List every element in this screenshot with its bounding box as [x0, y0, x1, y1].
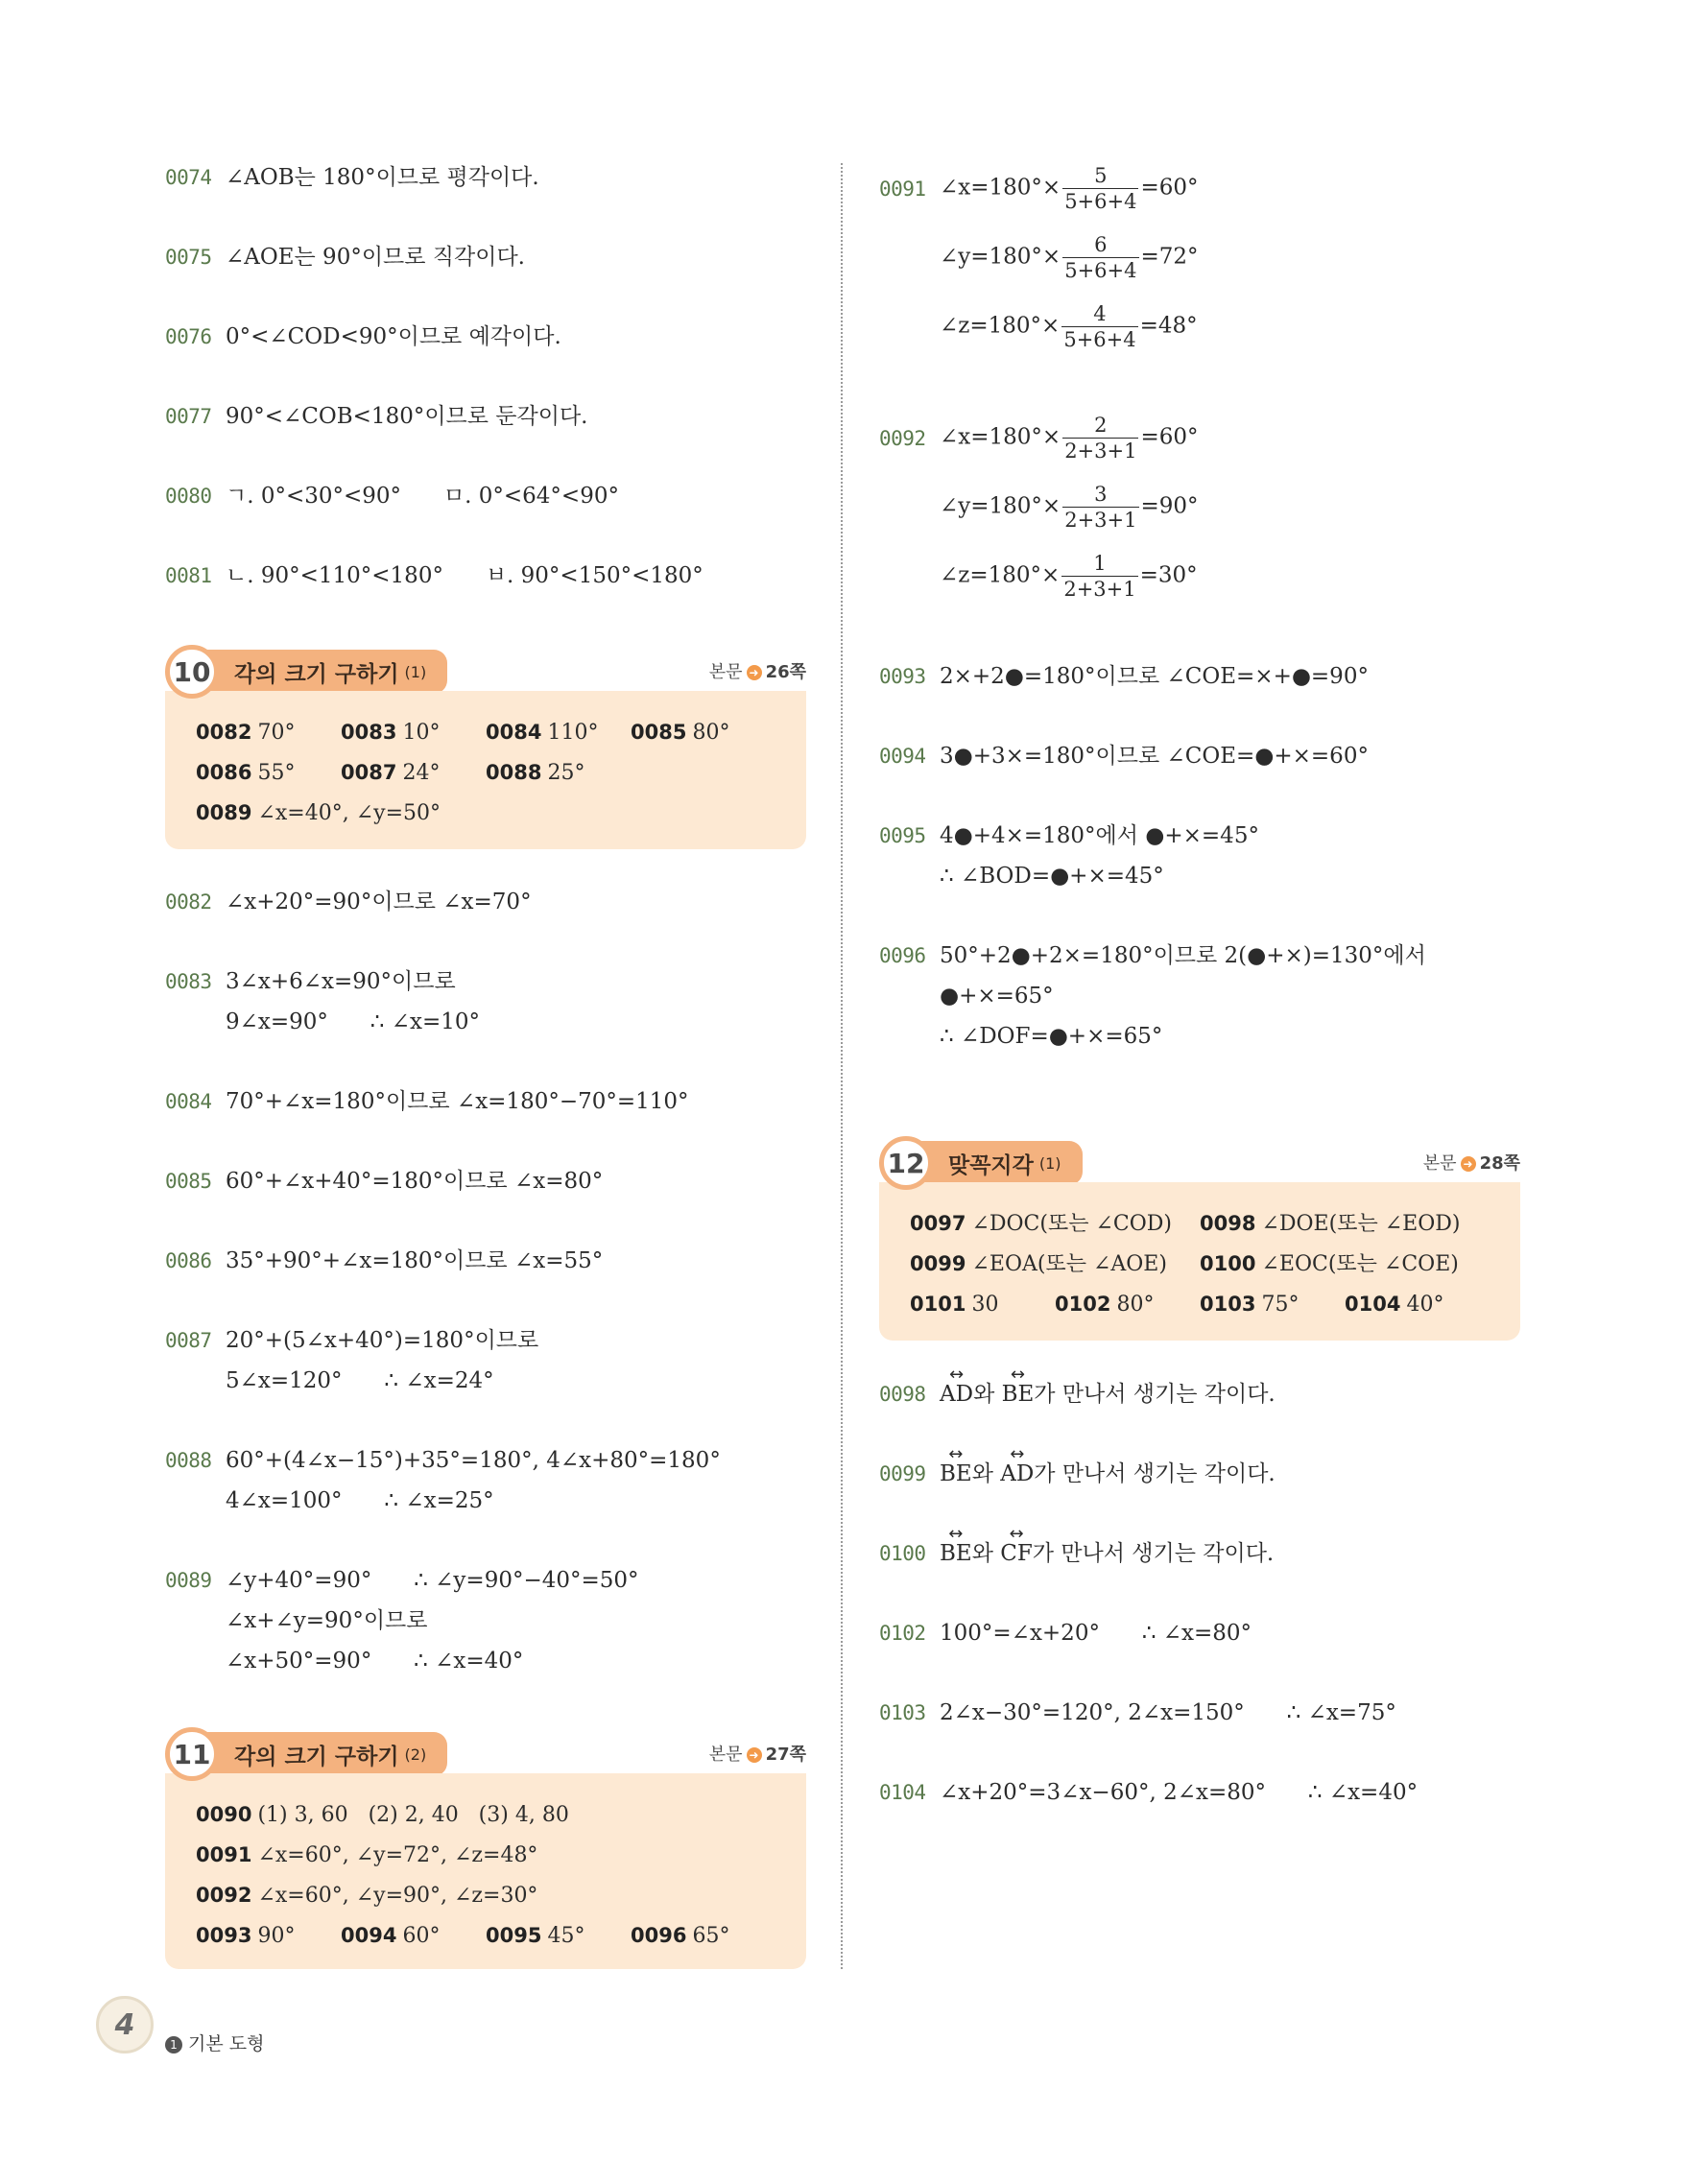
section-title-text: 각의 크기 구하기: [234, 661, 399, 687]
answer-item: 0092 ∠x=60°, ∠y=90°, ∠z=30°: [196, 1884, 538, 1908]
solution-text: ∠AOB는 180°이므로 평각이다.: [226, 165, 539, 190]
arrow-icon: ➜: [1461, 1156, 1476, 1172]
solution-line: ●+×=65°: [940, 984, 1054, 1009]
problem-number: 0096: [879, 944, 926, 967]
answer-item: 0101 30: [910, 1293, 999, 1317]
section-title: [194, 1732, 447, 1776]
answer-item: 0090 (1) 3, 60 (2) 2, 40 (3) 4, 80: [196, 1803, 569, 1827]
solution-line: 4●+4×=180°에서 ●+×=45°: [940, 823, 1259, 848]
ref-page: 27쪽: [765, 1745, 806, 1765]
solution-line: ∠x+∠y=90°이므로: [226, 1608, 428, 1633]
answer-item: 0096 65°: [631, 1924, 730, 1948]
problem-number: 0083: [165, 970, 212, 993]
fraction-line: ∠y=180°× $\frac{3}{2+3+1}$ =90°: [940, 483, 1199, 532]
section-title-text: 맞꼭지각: [948, 1152, 1034, 1178]
section-badge: 11: [165, 1727, 219, 1781]
arrow-icon: ➜: [747, 1747, 762, 1763]
solution-line: ∠x+20°=3∠x−60°, 2∠x=80° ∴ ∠x=40°: [940, 1780, 1419, 1805]
problem-number: 0087: [165, 1329, 212, 1352]
fraction-line: ∠x=180°× $\frac{2}{2+3+1}$ =60°: [940, 414, 1199, 463]
answer-item: 0099 ∠EOA(또는 ∠AOE): [910, 1252, 1167, 1276]
solution-line: 35°+90°+∠x=180°이므로 ∠x=55°: [226, 1248, 604, 1273]
answer-item: 0082 70°: [196, 721, 296, 745]
answer-item: 0086 55°: [196, 761, 296, 785]
answer-item: 0088 25°: [486, 761, 585, 785]
column-divider: [841, 163, 843, 1969]
section-title-sub: (2): [404, 1745, 427, 1764]
answer-item: 0085 80°: [631, 721, 730, 745]
problem-number: 0085: [165, 1170, 212, 1193]
answer-item: 0102 80°: [1055, 1293, 1155, 1317]
answer-item: 0104 40°: [1345, 1293, 1444, 1317]
answer-item: 0095 45°: [486, 1924, 585, 1948]
ref-page: 26쪽: [765, 662, 806, 682]
problem-number: 0089: [165, 1569, 212, 1592]
ref-page: 28쪽: [1479, 1153, 1520, 1174]
problem-number: 0086: [165, 1249, 212, 1272]
fraction-line: ∠x=180°× $\frac{5}{5+6+4}$ =60°: [940, 164, 1199, 213]
problem-number: 0099: [879, 1462, 926, 1485]
solution-line: ↔ BE와 ↔ AD가 만나서 생기는 각이다.: [940, 1460, 1276, 1488]
problem-number: 0075: [165, 246, 212, 269]
solution-line: ∠x+20°=90°이므로 ∠x=70°: [226, 890, 532, 914]
answer-item: 0103 75°: [1200, 1293, 1300, 1317]
solution-line: 50°+2●+2×=180°이므로 2(●+×)=130°에서: [940, 943, 1426, 968]
answer-item: 0083 10°: [341, 721, 441, 745]
section-title-sub: (1): [404, 662, 427, 681]
solution-line: 4∠x=100° ∴ ∠x=25°: [226, 1488, 494, 1513]
solution-text: ∠AOE는 90°이므로 직각이다.: [226, 245, 525, 270]
solution-line: 9∠x=90° ∴ ∠x=10°: [226, 1009, 481, 1034]
section-badge: 10: [165, 645, 219, 699]
answer-item: 0091 ∠x=60°, ∠y=72°, ∠z=48°: [196, 1843, 538, 1867]
section-badge: 12: [879, 1136, 933, 1190]
section-12-answers: [879, 1182, 1520, 1341]
solution-line: ↔ AD와 ↔ BE가 만나서 생기는 각이다.: [940, 1380, 1276, 1409]
textbook-page-reference: [709, 658, 806, 683]
answer-item: 0084 110°: [486, 721, 599, 745]
solution-line: ∠x+50°=90° ∴ ∠x=40°: [226, 1649, 524, 1674]
problem-number: 0094: [879, 745, 926, 768]
fraction-line: ∠y=180°× $\frac{6}{5+6+4}$ =72°: [940, 233, 1199, 282]
answer-item: 0094 60°: [341, 1924, 441, 1948]
fraction-line: ∠z=180°× $\frac{4}{5+6+4}$ =48°: [940, 302, 1198, 351]
section-10-answers: [165, 691, 806, 849]
problem-number: 0082: [165, 890, 212, 914]
solution-line: 5∠x=120° ∴ ∠x=24°: [226, 1368, 494, 1393]
problem-number: 0076: [165, 325, 212, 348]
answer-item: 0097 ∠DOC(또는 ∠COD): [910, 1212, 1172, 1236]
solution-text: 90°<∠COB<180°이므로 둔각이다.: [226, 404, 588, 429]
solution-text: 0°<∠COD<90°이므로 예각이다.: [226, 324, 561, 349]
textbook-page-reference: [1423, 1150, 1520, 1175]
problem-number: 0095: [879, 824, 926, 847]
problem-number: 0098: [879, 1383, 926, 1406]
problem-number: 0100: [879, 1542, 926, 1565]
ref-label: 본문: [1422, 1153, 1457, 1174]
section-title-sub: (1): [1038, 1153, 1061, 1173]
solution-line: 70°+∠x=180°이므로 ∠x=180°−70°=110°: [226, 1089, 689, 1114]
problem-number: 0091: [879, 178, 926, 201]
solution-text: ㄱ. 0°<30°<90° ㅁ. 0°<64°<90°: [226, 484, 619, 509]
solution-line: ∴ ∠BOD=●+×=45°: [940, 864, 1164, 889]
answer-item: 0087 24°: [341, 761, 441, 785]
problem-number: 0104: [879, 1781, 926, 1804]
chapter-number: 1: [165, 2036, 182, 2053]
page-number: 4: [96, 1996, 154, 2053]
problem-number: 0081: [165, 564, 212, 587]
ref-label: 본문: [708, 662, 743, 682]
problem-number: 0102: [879, 1622, 926, 1645]
section-title: [194, 650, 447, 694]
fraction-line: ∠z=180°× $\frac{1}{2+3+1}$ =30°: [940, 552, 1198, 601]
problem-number: 0084: [165, 1090, 212, 1113]
textbook-page-reference: [709, 1741, 806, 1766]
solution-line: ∠y+40°=90° ∴ ∠y=90°−40°=50°: [226, 1568, 639, 1593]
solution-line: ↔ BE와 ↔ CF가 만나서 생기는 각이다.: [940, 1539, 1274, 1568]
answer-item: 0098 ∠DOE(또는 ∠EOD): [1200, 1212, 1461, 1236]
solution-line: 20°+(5∠x+40°)=180°이므로: [226, 1328, 539, 1353]
problem-number: 0074: [165, 166, 212, 189]
answer-item: 0093 90°: [196, 1924, 296, 1948]
problem-number: 0103: [879, 1701, 926, 1724]
solution-line: ∴ ∠DOF=●+×=65°: [940, 1024, 1163, 1049]
arrow-icon: ➜: [747, 665, 762, 680]
solution-line: 3●+3×=180°이므로 ∠COE=●+×=60°: [940, 744, 1369, 769]
problem-number: 0093: [879, 665, 926, 688]
problem-number: 0077: [165, 405, 212, 428]
solution-text: ㄴ. 90°<110°<180° ㅂ. 90°<150°<180°: [226, 563, 703, 588]
answer-item: 0100 ∠EOC(또는 ∠COE): [1200, 1252, 1459, 1276]
chapter-title: 기본 도형: [188, 2033, 265, 2054]
section-title-text: 각의 크기 구하기: [234, 1744, 399, 1769]
solution-line: 60°+∠x+40°=180°이므로 ∠x=80°: [226, 1169, 604, 1194]
problem-number: 0080: [165, 485, 212, 508]
solution-line: 60°+(4∠x−15°)+35°=180°, 4∠x+80°=180°: [226, 1448, 721, 1473]
problem-number: 0088: [165, 1449, 212, 1472]
section-title: [908, 1141, 1083, 1185]
section-11-answers: [165, 1773, 806, 1969]
solution-line: 100°=∠x+20° ∴ ∠x=80°: [940, 1621, 1252, 1646]
ref-label: 본문: [708, 1745, 743, 1765]
problem-number: 0092: [879, 427, 926, 450]
solution-line: 2×+2●=180°이므로 ∠COE=×+●=90°: [940, 664, 1369, 689]
answer-item: 0089 ∠x=40°, ∠y=50°: [196, 801, 441, 825]
solution-line: 3∠x+6∠x=90°이므로: [226, 969, 456, 994]
chapter-label: [165, 2030, 264, 2055]
solution-line: 2∠x−30°=120°, 2∠x=150° ∴ ∠x=75°: [940, 1700, 1396, 1725]
